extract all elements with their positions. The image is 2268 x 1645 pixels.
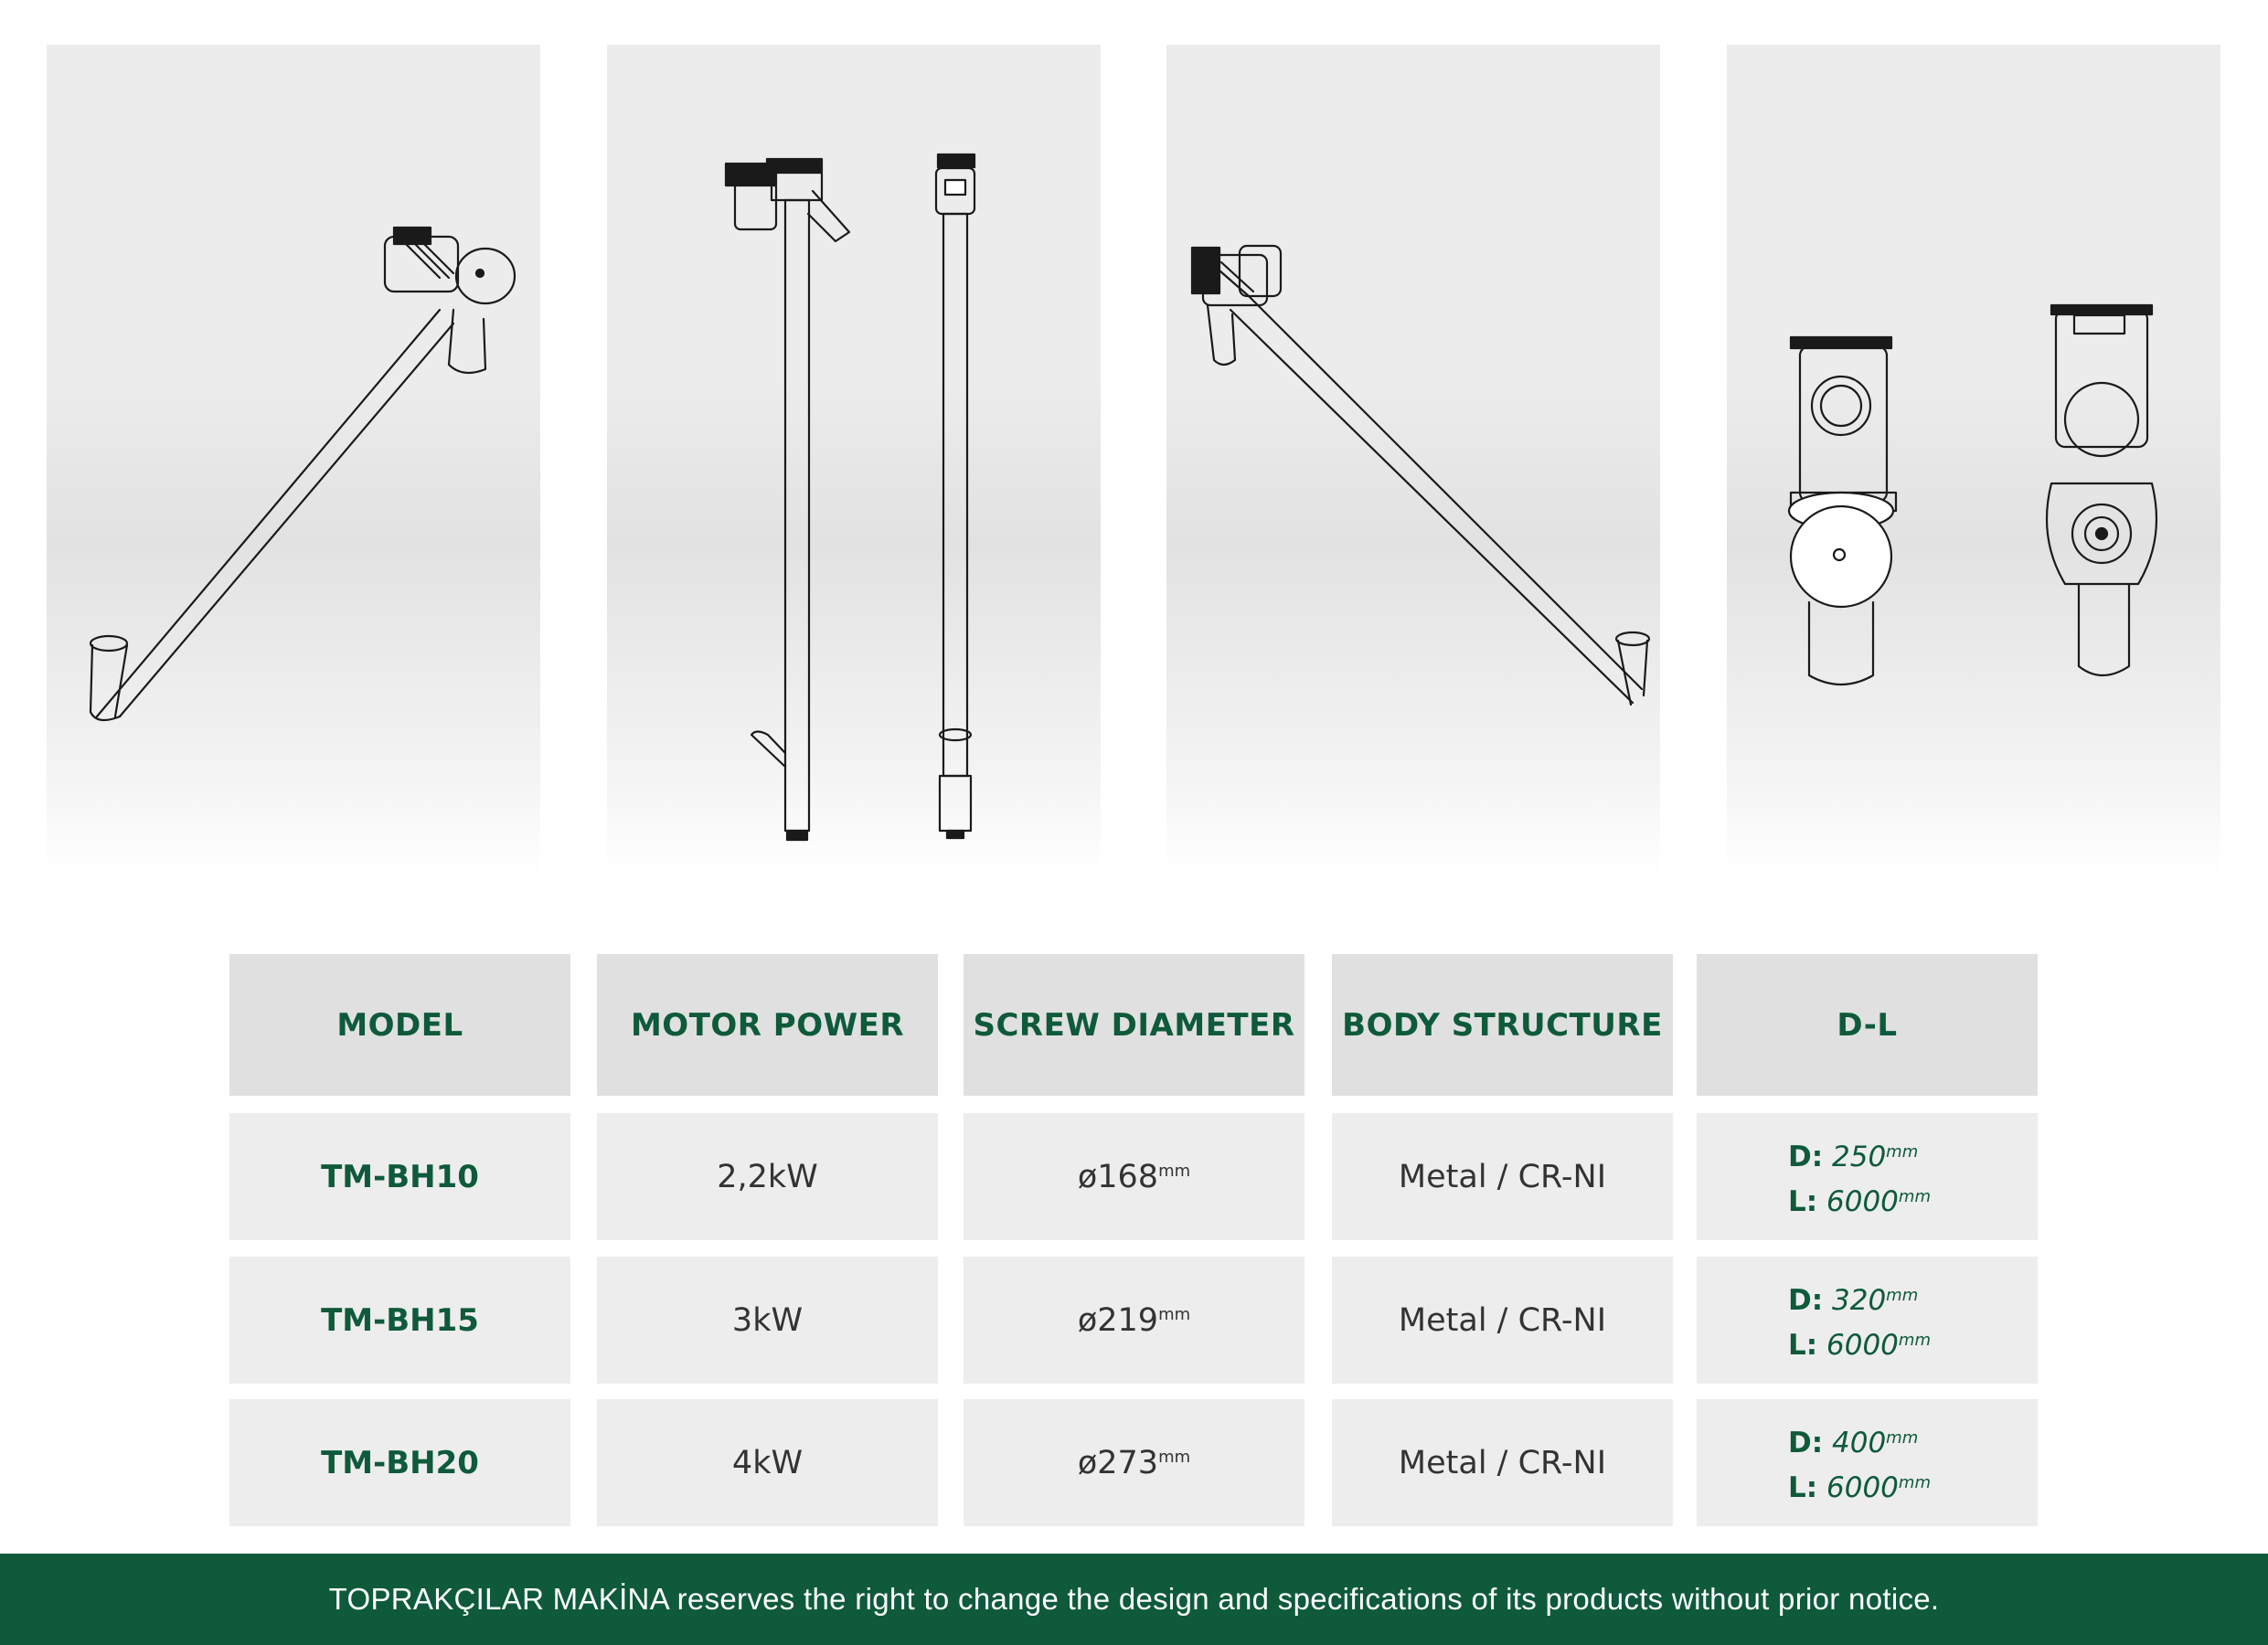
model-name: TM-BH20 (321, 1444, 479, 1481)
table-row-2-motor-power (597, 1257, 938, 1384)
table-row-1-screw-diameter (964, 1113, 1304, 1240)
table-row-1-d-l (1697, 1113, 2038, 1240)
table-row-3-motor-power (597, 1399, 938, 1526)
auger-drawing (607, 45, 1101, 876)
header-motor-power-label: MOTOR POWER (630, 1006, 905, 1044)
header-body-structure-label: BODY STRUCTURE (1342, 1006, 1663, 1044)
header-d-l (1697, 954, 2038, 1096)
header-screw-diameter-label: SCREW DIAMETER (973, 1006, 1295, 1044)
body-structure-value: Metal / CR-NI (1398, 1444, 1607, 1481)
l-line: L: $6000^{mm}$ (1788, 1328, 1931, 1362)
unit: mm (1158, 1304, 1191, 1324)
auger-drawing (1727, 45, 2220, 876)
model-name: TM-BH10 (321, 1158, 479, 1195)
model-name: TM-BH15 (321, 1301, 479, 1339)
auger-drawing (1166, 45, 1660, 876)
screw-diameter-value: $ø273^{mm}$ (1077, 1444, 1191, 1481)
header-body-structure (1332, 954, 1673, 1096)
table-row-2-body (1332, 1257, 1673, 1384)
product-image-angled-right (1166, 45, 1660, 876)
header-model (229, 954, 570, 1096)
product-image-vertical (607, 45, 1101, 876)
l-line: L: $6000^{mm}$ (1788, 1470, 1931, 1504)
body-structure-value: Metal / CR-NI (1398, 1301, 1607, 1339)
table-row-3-body (1332, 1399, 1673, 1526)
screw-diameter-value: $ø168^{mm}$ (1077, 1158, 1191, 1195)
d-line: D: $320^{mm}$ (1788, 1283, 1919, 1317)
product-image-angled-left (47, 45, 540, 876)
table-row-3-d-l (1697, 1399, 2038, 1526)
motor-power-value: 3kW (731, 1301, 804, 1339)
table-row-1-model (229, 1113, 570, 1240)
table-row-3-screw-diameter (964, 1399, 1304, 1526)
unit: mm (1158, 1161, 1191, 1181)
unit: mm (1158, 1447, 1191, 1467)
footer-bar (0, 1554, 2268, 1645)
l-line: L: $6000^{mm}$ (1788, 1184, 1931, 1218)
header-screw-diameter (964, 954, 1304, 1096)
screw-diameter-value: $ø219^{mm}$ (1077, 1301, 1191, 1339)
table-row-1-motor-power (597, 1113, 938, 1240)
d-line: D: $250^{mm}$ (1788, 1140, 1919, 1173)
header-motor-power (597, 954, 938, 1096)
product-image-end-views (1727, 45, 2220, 876)
body-structure-value: Metal / CR-NI (1398, 1158, 1607, 1195)
motor-power-value: 4kW (731, 1444, 804, 1481)
table-row-2-d-l (1697, 1257, 2038, 1384)
header-model-label: MODEL (336, 1006, 463, 1044)
table-row-3-model (229, 1399, 570, 1526)
table-row-1-body (1332, 1113, 1673, 1240)
header-d-l-label: D-L (1837, 1006, 1898, 1044)
d-line: D: $400^{mm}$ (1788, 1426, 1919, 1459)
table-row-2-screw-diameter (964, 1257, 1304, 1384)
table-row-2-model (229, 1257, 570, 1384)
footer-notice: TOPRAKÇILAR MAKİNA reserves the right to change the design and specifications of its products without prior notice. (328, 1582, 1940, 1616)
auger-drawing (47, 45, 540, 876)
motor-power-value: 2,2kW (717, 1158, 818, 1195)
